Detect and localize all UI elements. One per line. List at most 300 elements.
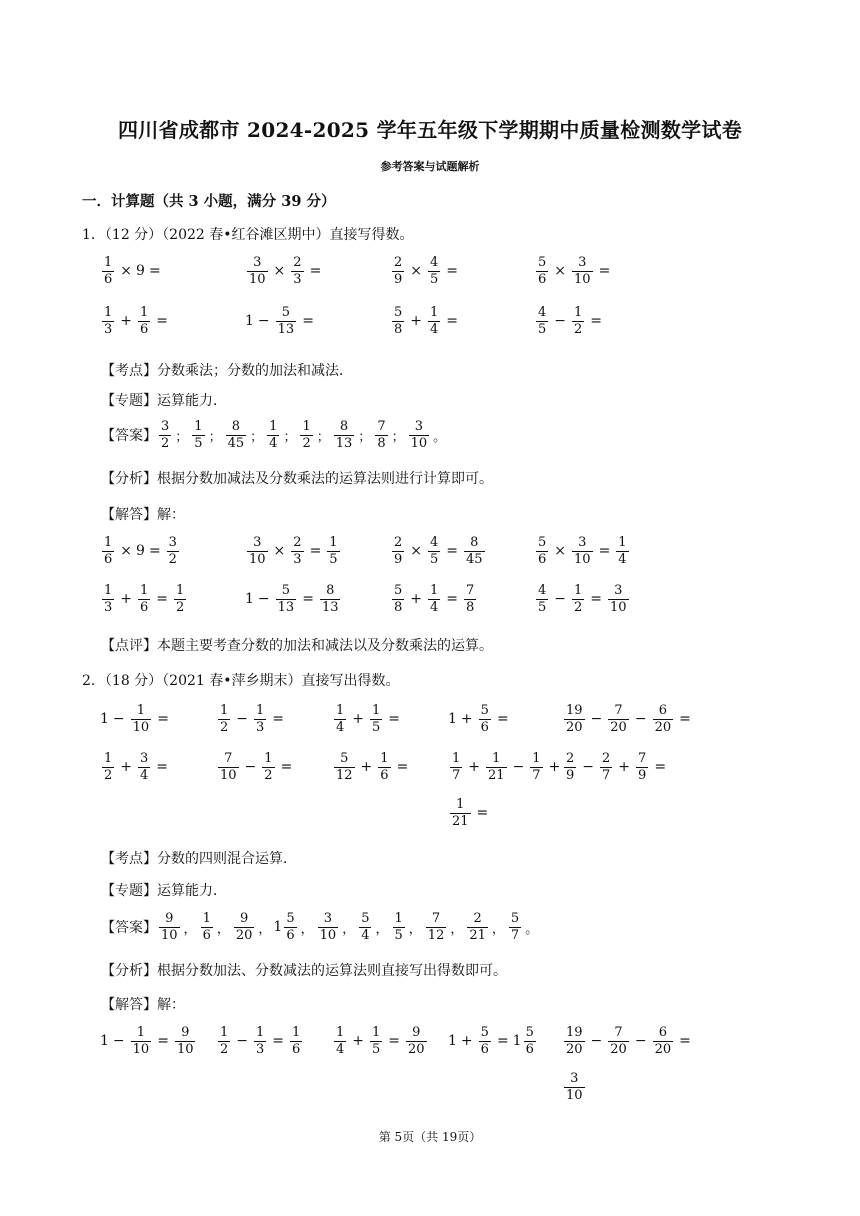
numerator: 3 (140, 751, 149, 766)
fraction (234, 912, 255, 942)
denominator: 6 (538, 271, 547, 287)
fraction (138, 752, 150, 782)
denominator: 9 (566, 767, 575, 783)
fraction (159, 420, 171, 450)
symbol-plus: + (460, 711, 473, 728)
fraction (291, 536, 303, 566)
fraction (262, 752, 274, 782)
denominator: 13 (277, 321, 295, 337)
denominator: 2 (220, 719, 229, 735)
q2-problem (448, 704, 513, 734)
fraction (653, 1026, 674, 1056)
denominator: 6 (538, 551, 547, 567)
symbol-minus: − (257, 591, 270, 608)
symbol-minus: − (634, 711, 647, 728)
fraction (247, 256, 268, 286)
numerator: 3 (168, 535, 177, 550)
fraction (392, 536, 404, 566)
denominator: 2 (168, 551, 177, 567)
numerator: 1 (532, 751, 541, 766)
numerator: 2 (293, 535, 302, 550)
denominator: 10 (161, 927, 178, 943)
denominator: 20 (235, 927, 253, 943)
symbol-comma: ， (183, 921, 197, 937)
q2-solution (100, 1026, 197, 1056)
q1-answer (101, 420, 448, 450)
denominator: 20 (610, 719, 627, 735)
numerator: 8 (326, 583, 335, 598)
denominator: 13 (335, 435, 353, 451)
numerator: 1 (176, 583, 185, 598)
symbol-period: 。 (525, 921, 539, 937)
q1-problem (100, 256, 165, 286)
numerator: 1 (336, 703, 345, 718)
fraction (608, 704, 629, 734)
numerator: 9 (412, 1025, 421, 1040)
symbol-comma: ， (375, 921, 389, 937)
symbol-one: 1 (448, 711, 457, 728)
symbol-comma: ， (342, 921, 356, 937)
numerator: 7 (638, 751, 647, 766)
denominator: 7 (452, 767, 461, 783)
fraction (267, 420, 279, 450)
denominator: 4 (140, 767, 149, 783)
fraction (536, 306, 548, 336)
denominator: 10 (249, 551, 266, 567)
numerator: 6 (658, 1025, 667, 1040)
symbol-eq: = (302, 591, 314, 608)
fraction (524, 1026, 536, 1056)
numerator: 1 (430, 305, 439, 320)
denominator: 4 (618, 551, 627, 567)
numerator: 1 (140, 583, 149, 598)
q2-problem (562, 752, 670, 782)
numerator: 5 (361, 911, 370, 926)
q2-problem (448, 752, 564, 782)
q1-kaodian: 【考点】分数乘法；分数的加法和减法． (101, 363, 353, 379)
fraction (564, 1026, 585, 1056)
numerator: 5 (281, 583, 291, 598)
symbol-eq: = (302, 313, 314, 330)
q1-problem (390, 306, 462, 336)
numerator: 5 (394, 305, 403, 320)
denominator: 12 (427, 927, 445, 943)
numerator: 1 (302, 419, 311, 434)
fraction (174, 584, 186, 614)
symbol-minus: − (112, 1033, 125, 1050)
denominator: 45 (466, 551, 483, 567)
numerator: 1 (136, 703, 146, 718)
numerator: 4 (430, 255, 439, 270)
fraction (530, 752, 542, 782)
fraction (428, 536, 440, 566)
denominator: 4 (361, 927, 370, 943)
fraction (486, 752, 507, 782)
symbol-eq: = (496, 711, 509, 728)
document-title: 四川省成都市 2024-2025 学年五年级下学期期中质量检测数学试卷 (117, 118, 743, 142)
denominator: 10 (566, 1087, 583, 1103)
symbol-one: 1 (273, 919, 283, 936)
denominator: 2 (161, 435, 170, 451)
q2-problem (332, 752, 412, 782)
fraction (138, 306, 150, 336)
denominator: 5 (538, 321, 547, 337)
symbol-comma: ， (300, 921, 314, 937)
q1-solution (390, 584, 478, 614)
q2-problem (100, 704, 173, 734)
denominator: 6 (525, 1041, 534, 1057)
q1-solution (534, 584, 631, 614)
denominator: 7 (532, 767, 541, 783)
denominator: 13 (321, 599, 339, 615)
document-subtitle: 参考答案与试题解析 (380, 160, 480, 173)
fraction (393, 912, 405, 942)
denominator: 4 (336, 1041, 345, 1057)
fraction (572, 584, 584, 614)
numerator: 1 (394, 911, 403, 926)
symbol-eq: = (590, 591, 603, 608)
denominator: 10 (574, 551, 591, 567)
fraction (276, 306, 297, 336)
denominator: 10 (176, 1041, 194, 1057)
numerator: 1 (136, 1025, 146, 1040)
denominator: 10 (132, 719, 150, 735)
fraction (392, 306, 404, 336)
numerator: 1 (372, 703, 381, 718)
fraction (334, 704, 346, 734)
denominator: 9 (394, 551, 403, 567)
numerator: 1 (430, 583, 439, 598)
denominator: 2 (220, 1041, 229, 1057)
fraction (131, 1026, 152, 1056)
fraction (359, 912, 371, 942)
numerator: 3 (253, 255, 262, 270)
numerator: 7 (614, 703, 623, 718)
numerator: 1 (372, 1025, 381, 1040)
symbol-nine: 9 (136, 263, 145, 280)
symbol-semi: ； (391, 429, 405, 445)
denominator: 20 (654, 1041, 672, 1057)
fraction (536, 256, 548, 286)
q2-problem-continued (448, 798, 492, 828)
numerator: 1 (220, 703, 229, 718)
fraction (102, 584, 114, 614)
denominator: 21 (469, 927, 486, 943)
symbol-minus: − (554, 313, 567, 330)
numerator: 9 (165, 911, 174, 926)
symbol-eq: = (157, 711, 169, 728)
q1-fenxi: 【分析】根据分数加减法及分数乘法的运算法则进行计算即可。 (101, 471, 493, 487)
fraction (334, 420, 355, 450)
fraction (159, 912, 180, 942)
symbol-plus: + (410, 591, 423, 608)
numerator: 5 (480, 703, 489, 718)
numerator: 5 (480, 1025, 489, 1040)
symbol-eq: = (446, 543, 459, 560)
denominator: 3 (293, 271, 302, 287)
symbol-times: × (410, 263, 423, 280)
fraction (572, 306, 584, 336)
denominator: 8 (394, 599, 403, 615)
numerator: 5 (538, 535, 547, 550)
fraction (102, 306, 114, 336)
q1-problem (245, 306, 318, 336)
q1-solution (100, 536, 181, 566)
numerator: 4 (538, 583, 547, 598)
denominator: 4 (269, 435, 278, 451)
q2-problem (216, 752, 296, 782)
q1-solution (534, 536, 631, 566)
q2-jieda: 【解答】解： (101, 997, 185, 1013)
denominator: 5 (194, 435, 203, 451)
q2-solution (562, 1026, 695, 1056)
symbol-times: × (120, 543, 133, 560)
symbol-comma: ， (450, 921, 464, 937)
symbol-plus: + (360, 759, 373, 776)
numerator: 7 (614, 1025, 623, 1040)
symbol-minus: − (582, 759, 595, 776)
symbol-plus: + (120, 313, 133, 330)
symbol-plus: + (352, 1033, 365, 1050)
symbol-times: × (554, 263, 567, 280)
numerator: 2 (602, 751, 611, 766)
symbol-times: × (120, 263, 133, 280)
numerator: 4 (538, 305, 547, 320)
symbol-plus: + (352, 711, 365, 728)
numerator: 1 (202, 911, 211, 926)
denominator: 3 (256, 719, 265, 735)
numerator: 1 (256, 703, 265, 718)
symbol-eq: = (272, 711, 285, 728)
q1-header: 1．（12 分）（2022 春•红谷滩区期中）直接写得数。 (82, 227, 414, 243)
symbol-one: 1 (245, 313, 254, 330)
symbol-eq: = (654, 759, 667, 776)
denominator: 21 (452, 813, 469, 829)
symbol-minus: − (236, 711, 249, 728)
symbol-plus: + (120, 759, 133, 776)
denominator: 20 (566, 1041, 583, 1057)
symbol-comma: ， (216, 921, 230, 937)
numerator: 3 (414, 419, 424, 434)
denominator: 5 (329, 551, 338, 567)
symbol-eq: = (388, 711, 401, 728)
numerator: 5 (281, 305, 291, 320)
q1-solution (245, 536, 342, 566)
symbol-eq: = (309, 263, 322, 280)
symbol-one: 1 (512, 1033, 522, 1050)
symbol-minus: − (512, 759, 525, 776)
symbol-times: × (554, 543, 567, 560)
numerator: 2 (394, 535, 403, 550)
q1-zhuanti: 【专题】运算能力． (101, 393, 227, 409)
symbol-comma: ， (408, 921, 422, 937)
fraction (226, 420, 247, 450)
denominator: 4 (430, 321, 439, 337)
denominator: 10 (574, 271, 591, 287)
fraction (616, 536, 628, 566)
q2-zhuanti: 【专题】运算能力． (101, 883, 227, 899)
q1-answer-list (157, 420, 448, 450)
numerator: 2 (566, 751, 575, 766)
q1-solution (100, 584, 188, 614)
symbol-period: 。 (433, 429, 447, 445)
symbol-eq: = (590, 313, 603, 330)
symbol-semi: ； (283, 429, 297, 445)
numerator: 1 (574, 583, 583, 598)
symbol-eq: = (156, 313, 169, 330)
q2-solution (448, 1026, 538, 1056)
numerator: 1 (336, 1025, 345, 1040)
fraction (254, 704, 266, 734)
denominator: 2 (264, 767, 273, 783)
denominator: 45 (227, 435, 245, 451)
fraction (276, 584, 297, 614)
numerator: 3 (578, 535, 587, 550)
numerator: 1 (574, 305, 583, 320)
denominator: 6 (202, 927, 211, 943)
denominator: 13 (277, 599, 295, 615)
symbol-plus: + (548, 759, 561, 776)
numerator: 1 (292, 1025, 301, 1040)
numerator: 1 (269, 419, 278, 434)
denominator: 8 (377, 435, 386, 451)
denominator: 2 (104, 767, 113, 783)
numerator: 7 (224, 751, 233, 766)
symbol-eq: = (156, 591, 169, 608)
fraction (291, 256, 303, 286)
symbol-minus: − (112, 711, 125, 728)
symbol-eq: = (396, 759, 409, 776)
symbol-comma: ， (258, 921, 272, 937)
denominator: 5 (372, 1041, 381, 1057)
fraction (375, 420, 387, 450)
symbol-semi: ； (250, 429, 264, 445)
numerator: 5 (538, 255, 547, 270)
numerator: 1 (104, 583, 113, 598)
symbol-eq: = (446, 591, 459, 608)
fraction (600, 752, 612, 782)
fraction (327, 536, 339, 566)
q2-answer-list (157, 912, 540, 942)
fraction (318, 912, 339, 942)
fraction (467, 912, 488, 942)
denominator: 3 (293, 551, 302, 567)
q2-solution (216, 1026, 304, 1056)
fraction (450, 752, 462, 782)
denominator: 6 (380, 767, 389, 783)
fraction (428, 306, 440, 336)
denominator: 3 (256, 1041, 265, 1057)
denominator: 6 (140, 321, 149, 337)
symbol-one: 1 (100, 711, 109, 728)
fraction (102, 752, 114, 782)
symbol-semi: ； (208, 429, 222, 445)
q1-problem (534, 256, 614, 286)
q2-answer-label: 【答案】 (101, 920, 157, 937)
symbol-semi: ； (316, 429, 330, 445)
numerator: 7 (377, 419, 386, 434)
numerator: 5 (286, 911, 295, 926)
denominator: 8 (466, 599, 475, 615)
numerator: 1 (104, 305, 113, 320)
q2-answer (101, 912, 540, 942)
numerator: 3 (578, 255, 587, 270)
symbol-one: 1 (448, 1033, 457, 1050)
fraction (138, 584, 150, 614)
q1-problem (100, 306, 172, 336)
numerator: 7 (431, 911, 441, 926)
fraction (370, 704, 382, 734)
q1-problem (390, 256, 462, 286)
fraction (564, 704, 585, 734)
numerator: 1 (618, 535, 627, 550)
fraction (479, 704, 491, 734)
numerator: 3 (253, 535, 262, 550)
symbol-plus: + (120, 591, 133, 608)
fraction (284, 912, 296, 942)
symbol-eq: = (598, 263, 611, 280)
numerator: 8 (231, 419, 240, 434)
numerator: 1 (456, 797, 465, 812)
denominator: 10 (319, 927, 337, 943)
fraction (334, 752, 355, 782)
numerator: 1 (140, 305, 149, 320)
fraction (218, 1026, 230, 1056)
numerator: 5 (510, 911, 520, 926)
numerator: 8 (470, 535, 479, 550)
fraction (464, 536, 485, 566)
fraction (218, 752, 239, 782)
numerator: 4 (430, 535, 439, 550)
numerator: 6 (658, 703, 667, 718)
fraction (479, 1026, 491, 1056)
q2-kaodian: 【考点】分数的四则混合运算． (101, 851, 297, 867)
q1-solution (245, 584, 342, 614)
denominator: 10 (220, 767, 237, 783)
symbol-times: × (273, 543, 286, 560)
denominator: 10 (610, 599, 627, 615)
denominator: 2 (574, 321, 583, 337)
fraction (167, 536, 179, 566)
fraction (653, 704, 674, 734)
fraction (406, 1026, 427, 1056)
denominator: 9 (394, 271, 403, 287)
denominator: 20 (408, 1041, 425, 1057)
numerator: 1 (452, 751, 461, 766)
numerator: 19 (566, 1025, 583, 1040)
fraction (426, 912, 447, 942)
fraction (572, 256, 593, 286)
numerator: 1 (264, 751, 273, 766)
fraction (509, 912, 521, 942)
denominator: 5 (430, 271, 439, 287)
section-heading: 一．计算题（共 3 小题，满分 39 分） (82, 193, 336, 210)
q2-fenxi: 【分析】根据分数加法、分数减法的运算法则直接写出得数即可。 (101, 963, 507, 979)
denominator: 5 (372, 719, 381, 735)
fraction (464, 584, 476, 614)
q2-problem (100, 752, 172, 782)
denominator: 10 (410, 435, 428, 451)
numerator: 5 (525, 1025, 534, 1040)
numerator: 9 (181, 1025, 190, 1040)
denominator: 21 (488, 767, 505, 783)
fraction (536, 584, 548, 614)
numerator: 1 (104, 535, 113, 550)
numerator: 7 (466, 583, 475, 598)
symbol-eq: = (476, 805, 489, 822)
denominator: 4 (336, 719, 345, 735)
symbol-eq: = (157, 1033, 169, 1050)
